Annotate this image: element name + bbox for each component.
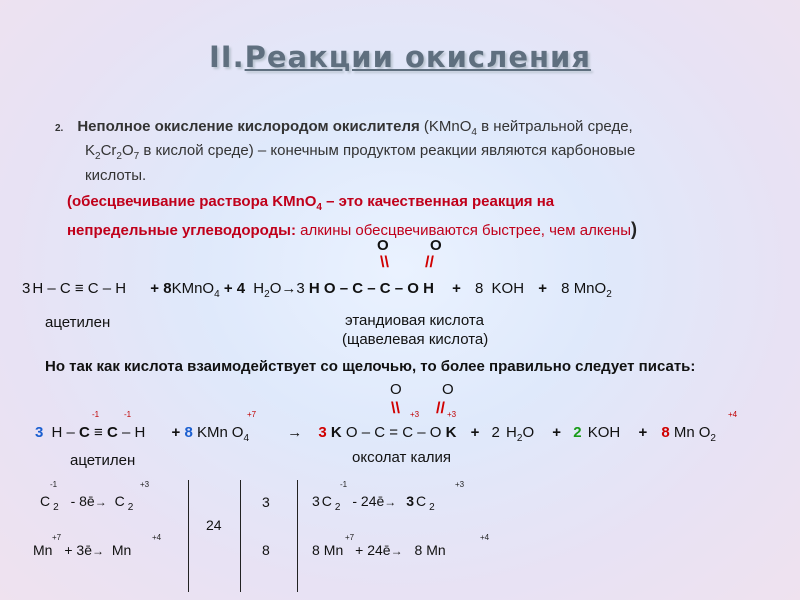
point-line-1: 2. Неполное окисление кислородом окислителя (KMnO$_4$ в нейтральной среде,: [55, 118, 633, 138]
r2-ox2: +4: [152, 533, 162, 542]
eq2-oxygen-1: O: [390, 381, 402, 398]
balance-factor-1: 3: [262, 494, 270, 510]
equation-1: 3 H – C ≡ C – H + 8KMnO$_4$ + 4 $H_2O\to 3$ H O – C – C – O H + 8 KOH + 8 MnO$_2$: [22, 280, 612, 300]
balance-factor-2: 8: [262, 542, 270, 558]
eq1-label-acid-trivial: (щавелевая кислота): [342, 331, 489, 348]
note-line-2: непредельные углеводороды: алкины обесцвечиваются быстрее, чем алкены): [67, 219, 637, 239]
balance-row-4: 8 Mn + 24ē→ 8 Mn: [312, 542, 446, 558]
balance-row-1: C $_2$ - 8ē→ C $_2$: [40, 493, 134, 513]
ox-state-c4: +3: [447, 410, 457, 419]
ox-state-c3: +3: [410, 410, 420, 419]
balance-row-2: Mn + 3ē→ Mn: [33, 542, 132, 558]
r1-ox1: -1: [50, 480, 58, 489]
point-line-2: $K_2Cr_2O_7$ в кислой среде) – конечным продуктом реакции являются карбоновые: [85, 142, 636, 162]
eq2-double-bond-2: //: [436, 400, 445, 417]
balance-lcm: 24: [206, 517, 222, 533]
eq1-double-bond-1: \\: [380, 254, 389, 271]
eq1-label-acid: этандиовая кислота: [345, 312, 484, 329]
balance-row-3: 3 C $_2$ - 24ē→ 3 C $_2$: [312, 493, 435, 513]
eq1-oxygen-1: O: [377, 237, 389, 254]
balance-divider-1: [188, 480, 189, 592]
r1-ox2: +3: [140, 480, 150, 489]
ox-state-mn: +7: [247, 410, 257, 419]
ox-state-c1: -1: [92, 410, 100, 419]
r4-ox1: +7: [345, 533, 355, 542]
point-line-3: кислоты.: [85, 167, 147, 184]
eq1-label-acetylene: ацетилен: [45, 314, 111, 331]
r3-ox2: +3: [455, 480, 465, 489]
ox-state-mn2: +4: [728, 410, 738, 419]
eq1-double-bond-2: //: [425, 254, 434, 271]
balance-divider-3: [297, 480, 298, 592]
r2-ox1: +7: [52, 533, 62, 542]
eq2-oxygen-2: O: [442, 381, 454, 398]
r3-ox1: -1: [340, 480, 348, 489]
note-line-1: (обесцвечивание раствора KMnO$_4$ – это качественная реакция на: [67, 193, 555, 213]
eq1-oxygen-2: O: [430, 237, 442, 254]
balance-divider-2: [240, 480, 241, 592]
eq2-double-bond-1: \\: [391, 400, 400, 417]
eq2-label-oxalate: оксолат калия: [352, 449, 452, 466]
page-title: II.Реакции окисления: [208, 40, 592, 74]
r4-ox2: +4: [480, 533, 490, 542]
equation-2: 3 H – C ≡ C – H + 8 KMn $O_4 \to 3$ K O – C = C – O K + 2 $H_2O + 2$ KOH + 8 Mn $O_2$: [35, 424, 716, 444]
ox-state-c2: -1: [124, 410, 132, 419]
transition-sentence: Но так как кислота взаимодействует со щелочью, то более правильно следует писать:: [45, 358, 696, 375]
eq2-label-acetylene: ацетилен: [70, 452, 136, 469]
